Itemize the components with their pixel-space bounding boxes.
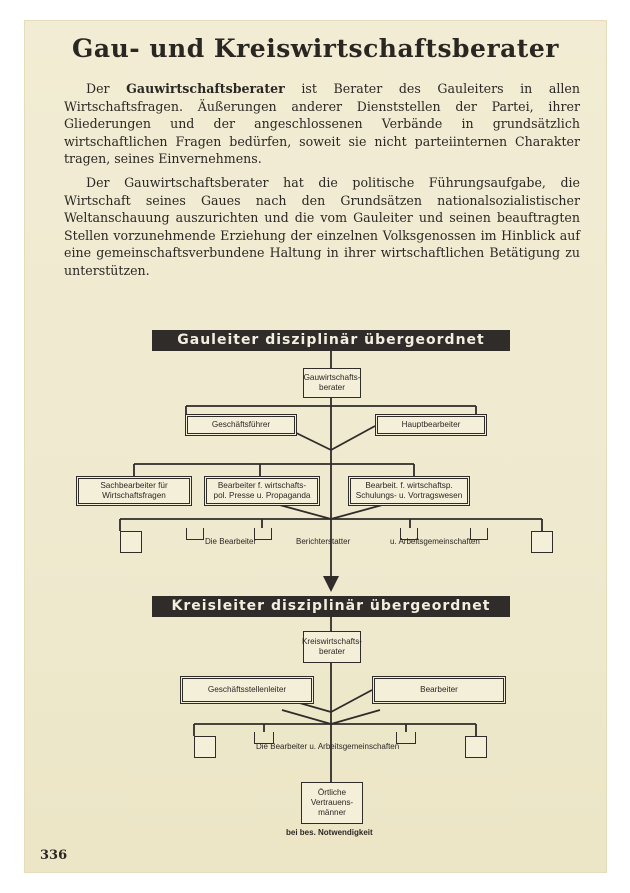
label-berichterstatter: Berichterstatter [296, 537, 351, 546]
unit-square [194, 736, 216, 758]
book-page [24, 20, 607, 873]
page-title: Gau- und Kreiswirtschaftsberater [72, 34, 559, 63]
unit-bracket [186, 528, 204, 540]
bearbeiter-box: Bearbeiter [372, 676, 506, 704]
sachbearbeiter-box: Sachbearbeiter für Wirtschaftsfragen [76, 476, 192, 506]
unit-square [120, 531, 142, 553]
paragraph-1-rest: ist Berater des Gauleiters in allen Wirtschaftsfragen. Äußerungen anderer Dienststellen der Partei, ihrer Gliederungen und der angeschlossenen Verbände in grundsätzlich wirtschaftlichen Fragen bedürfen, soweit sie nicht parteiinternen Charakter tragen, seines Einvernehmens. [64, 81, 580, 167]
paragraph-1-bold: Gauwirtschaftsberater [126, 81, 285, 96]
unit-square [531, 531, 553, 553]
kreisleiter-banner: Kreisleiter disziplinär übergeordnet [152, 596, 510, 617]
schulung-vortrag-box: Bearbeit. f. wirtschaftsp. Schulungs- u. Vortragswesen [348, 476, 470, 506]
page-number: 336 [40, 848, 68, 863]
gauleiter-banner: Gauleiter disziplinär übergeordnet [152, 330, 510, 351]
unit-bracket [254, 528, 272, 540]
geschaeftsstellenleiter-box: Geschäftsstellenleiter [180, 676, 314, 704]
kreiswirtschaftsberater-box: Kreiswirtschafts- berater [303, 631, 361, 663]
label-die-bearbeiter: Die Bearbeiter [205, 537, 257, 546]
vertrauensmaenner-box: Örtliche Vertrauens- männer [301, 782, 363, 824]
label-notwendigkeit: bei bes. Notwendigkeit [286, 828, 373, 837]
label-arbeitsgemeinschaften: u. Arbeitsgemeinschaften [390, 537, 480, 546]
hauptbearbeiter-box: Hauptbearbeiter [375, 414, 487, 436]
gauwirtschaftsberater-box: Gauwirtschafts- berater [303, 368, 361, 398]
paragraph-1-prefix: Der [86, 81, 127, 96]
presse-propaganda-box: Bearbeiter f. wirtschafts- pol. Presse u. Propaganda [204, 476, 320, 506]
unit-square [465, 736, 487, 758]
geschaeftsfuehrer-box: Geschäftsführer [185, 414, 297, 436]
label-bearbeiter-arbeitsgemeinschaften: Die Bearbeiter u. Arbeitsgemeinschaften [256, 742, 400, 751]
paragraph-2: Der Gauwirtschaftsberater hat die politische Führungsaufgabe, die Wirtschaft seines Gaues nach den Grundsätzen nationalsozialistischer Weltanschauung auszurichten und die vom Gauleiter und seinen beauftragten Stellen vorzunehmende Erziehung der einzelnen Volksgenossen im Hinblick auf eine gemeinschaftsverbundene Haltung in ihrer wirtschaftlichen Betätigung zu unterstützen. [64, 175, 580, 278]
